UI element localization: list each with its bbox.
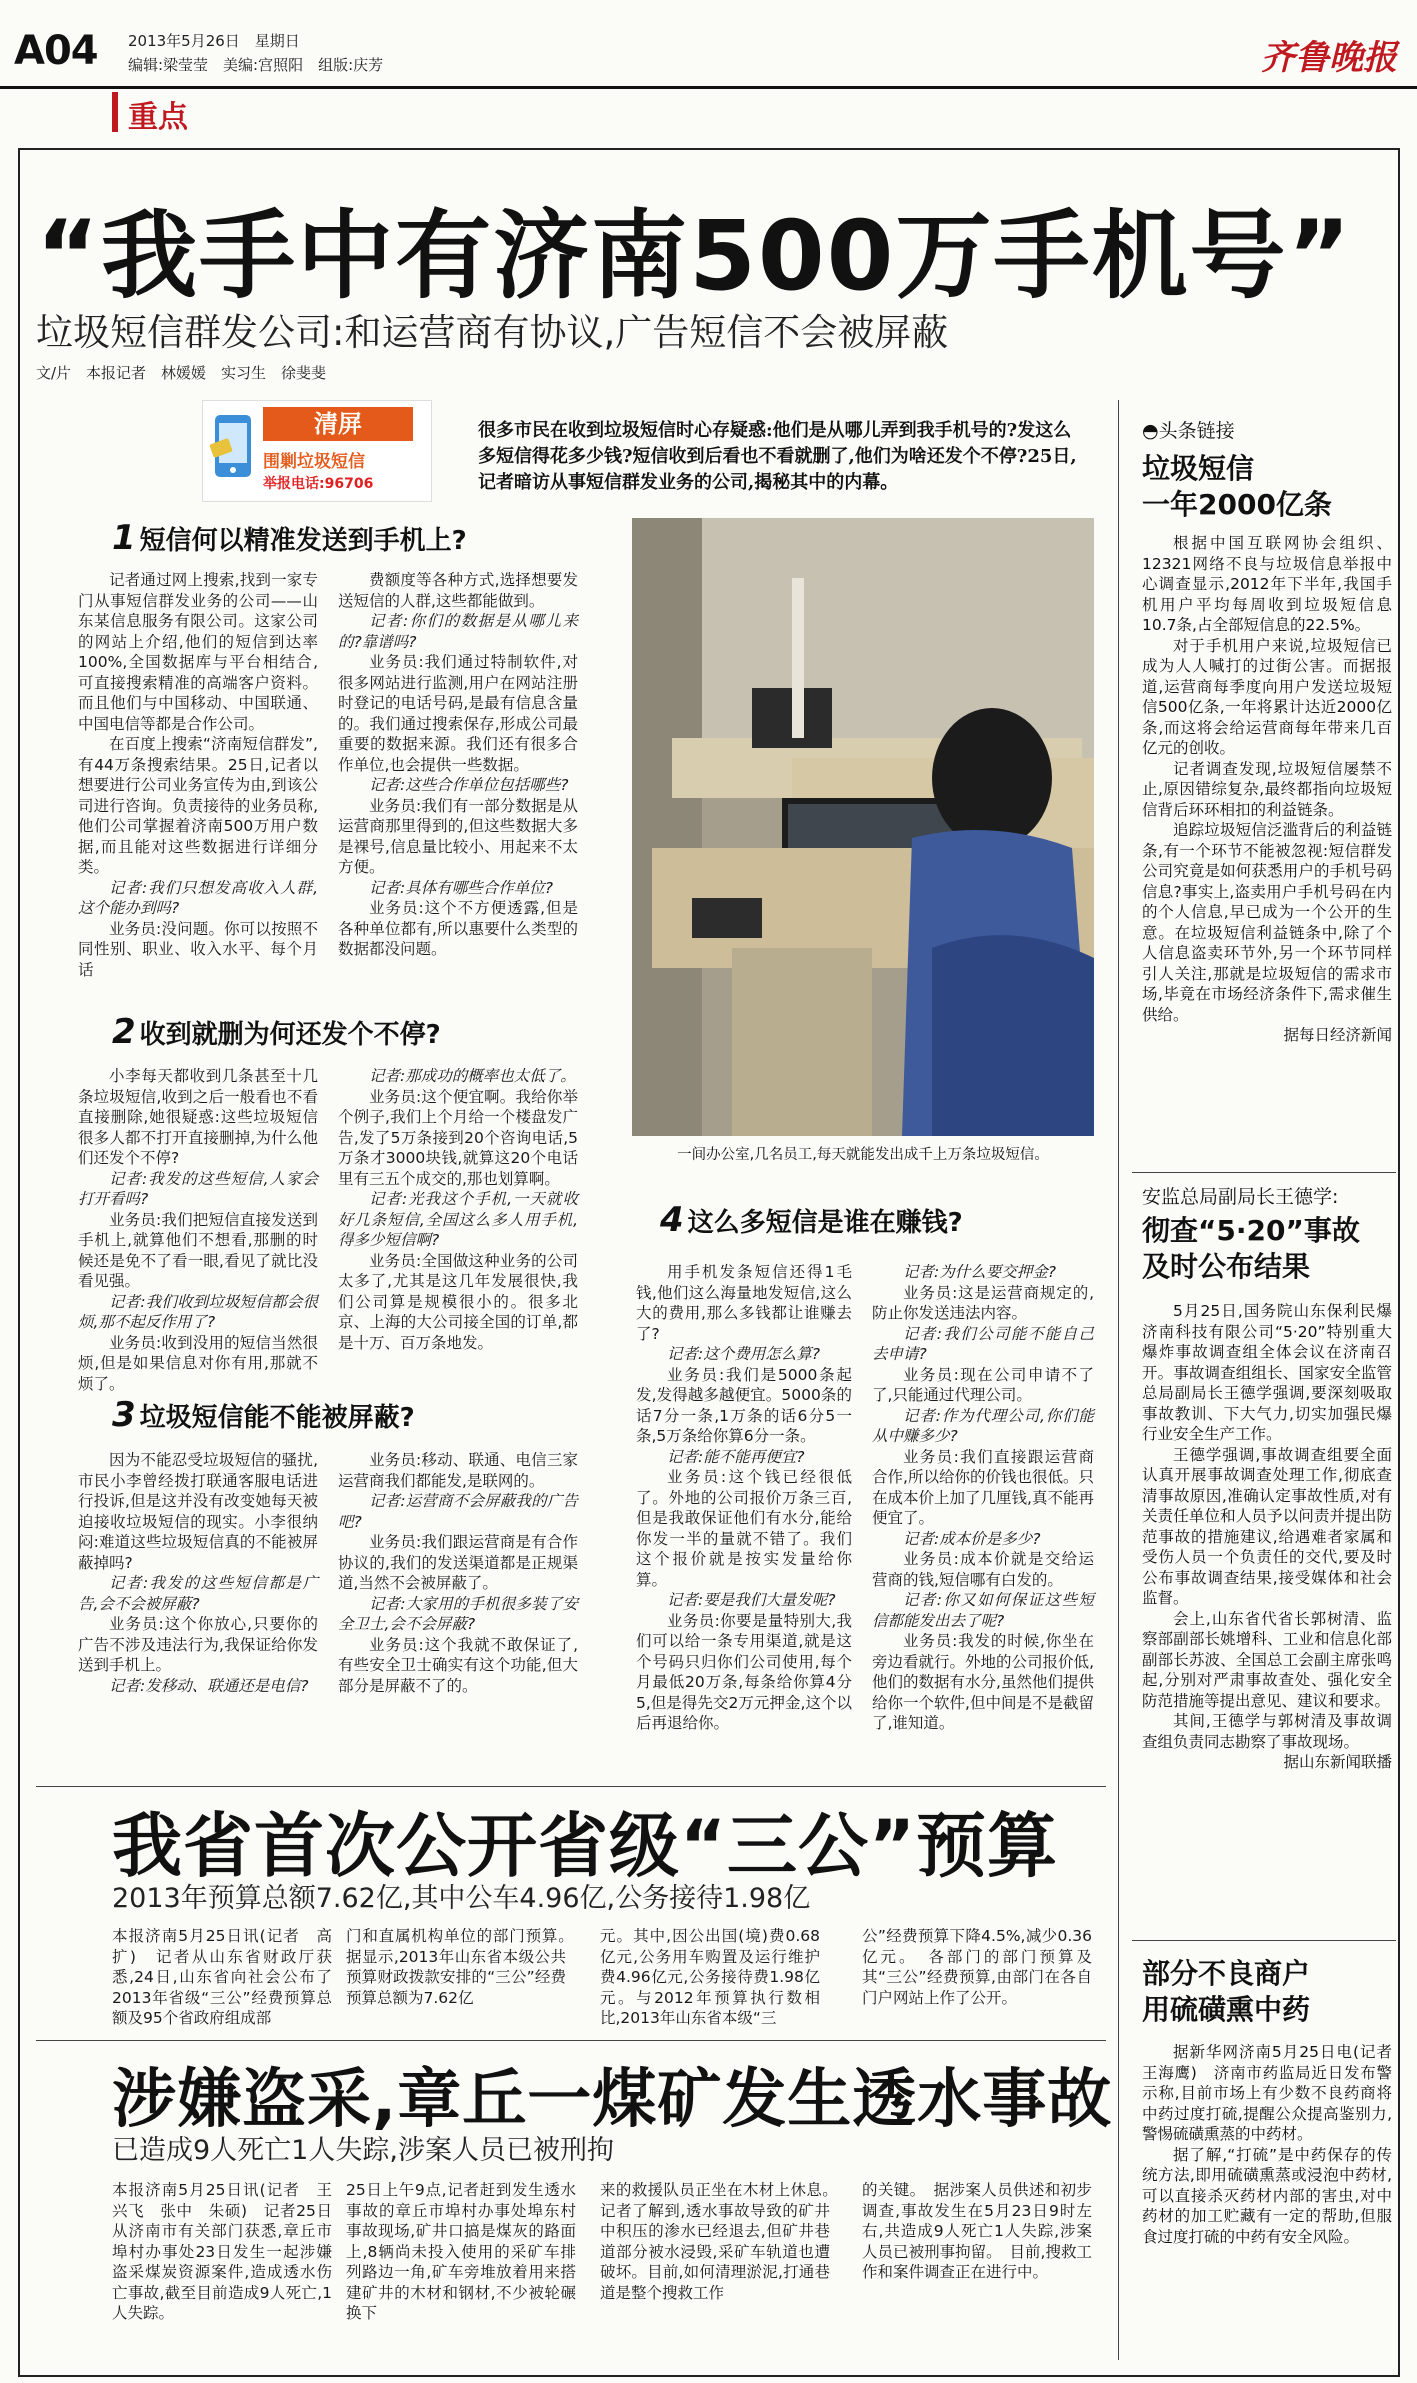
byline: 文/片 本报记者 林媛媛 实习生 徐斐斐 <box>36 364 327 382</box>
section-title: 重点 <box>128 100 188 135</box>
sidebar-1-label: ◓头条链接 <box>1142 420 1235 442</box>
badge-subtitle: 围剿垃圾短信 <box>263 452 365 472</box>
story-3-col-4: 的关键。 据涉案人员供述和初步调查,事故发生在5月23日9时左右,共造成9人死亡1人失踪,涉案人员已被刑事拘留。 目前,搜救工作和案件调查正在进行中。 <box>862 2181 1092 2281</box>
story-2-col-2: 门和直属机构单位的部门预算。 据显示,2013年山东省本级公共预算财政拨款安排的“三公”经费预算总额为7.62亿 <box>346 1927 582 2007</box>
sidebar-related <box>1142 416 1392 1046</box>
sidebar-rule <box>1132 1172 1396 1173</box>
section-heading-1: 1 短信何以精准发送到手机上? <box>112 518 467 558</box>
story-3-col-3: 来的救援队员正坐在木材上休息。 记者了解到,透水事故导致的矿井中积压的渗水已经退去,但矿井巷道部分被水浸毁,采矿车轨道也遭破坏。目前,如何清理淤泥,打通巷道是整个搜救工作 <box>600 2181 846 2302</box>
paper-logo: 齐鲁晚报 <box>1261 38 1397 78</box>
sidebar-3-body: 据新华网济南5月25日电(记者 王海鹰) 济南市药监局近日发布警示称,目前市场上有少数不良药商将中药过度打硫,提醒公众提高鉴别力,警惕硫磺熏蒸的中药材。 据了解,“打硫”是中药保存的传统方法,即用硫磺熏蒸或浸泡中药材,可以直接杀灭药材内部的害虫,对中药材的加工贮藏有一定的帮助,但服食过度打硫的中药有安全风险。 <box>1142 2043 1408 2246</box>
section-1-col-1: 记者通过网上搜索,找到一家专门从事短信群发业务的公司——山东某信息服务有限公司。这家公司的网站上介绍,他们的短信到达率100%,全国数据库与平台相结合,可直接搜索精准的高端客户资料。而且他们与中国移动、中国联通、中国电信等都是合作公司。 在百度上搜索“济南短信群发”,有44万条搜索结果。25日,记者以想要进行公司业务宣传为由,到该公司进行咨询。负责接待的业务员称,他们公司掌握着济南500万用户数据,而且能对这些数据进行详细分类。 记者:我们只想发高收入人群,这个能办到吗? 业务员:没问题。你可以按照不同性别、职业、收入水平、每个月话 <box>78 571 318 979</box>
story-3-subheadline: 已造成9人死亡1人失踪,涉案人员已被刑拘 <box>112 2135 614 2166</box>
section-2-col-1: 小李每天都收到几条甚至十几条垃圾短信,收到之后一般看也不看直接删除,她很疑惑:这些垃圾短信很多人都不打开直接删掉,为什么他们还发个不停? 记者:我发的这些短信,人家会打开看吗? 业务员:我们把短信直接发送到手机上,就算他们不想看,那删的时候还是免不了看一眼,看见了就比没看见强。 记者:我们收到垃圾短信都会很烦,那不起反作用了? 业务员:收到没用的短信当然很烦,但是如果信息对你有用,那就不烦了。 <box>78 1067 318 1393</box>
sidebar-1-source: 据每日经济新闻 <box>1283 1026 1392 1044</box>
sidebar-medicine <box>1142 1956 1408 2247</box>
main-subheadline: 垃圾短信群发公司:和运营商有协议,广告短信不会被屏蔽 <box>36 311 949 354</box>
sidebar-rule-2 <box>1132 1940 1396 1941</box>
story-2-col-1: 本报济南5月25日讯(记者 高扩) 记者从山东省财政厅获悉,24日,山东省向社会公布了2013年省级“三公”经费预算总额及95个省政府组成部 <box>112 1927 332 2027</box>
date-line: 2013年5月26日 星期日 <box>128 32 300 50</box>
badge-tel: 举报电话:96706 <box>263 476 374 492</box>
office-photo-illustration <box>632 518 1094 1136</box>
sidebar-3-title: 部分不良商户 用硫磺熏中药 <box>1142 1957 1311 2026</box>
story-2-subheadline: 2013年预算总额7.62亿,其中公车4.96亿,公务接待1.98亿 <box>112 1883 811 1914</box>
page-number: A04 <box>14 28 98 74</box>
story-3-col-2: 25日上午9点,记者赶到发生透水事故的章丘市埠村办事处埠东村事故现场,矿井口搞是煤灰的路面上,8辆尚未投入使用的采矿车排列路边一角,矿车旁堆放着用来搭建矿井的木材和钢材,不少被轮碾换下 <box>346 2181 576 2322</box>
photo-caption: 一间办公室,几名员工,每天就能发出成千上万条垃圾短信。 <box>677 1147 1049 1163</box>
editors-line: 编辑:梁莹莹 美编:宫照阳 组版:庆芳 <box>128 56 384 74</box>
sidebar-1-body: 根据中国互联网协会组织、12321网络不良与垃圾信息举报中心调查显示,2012年下半年,我国手机用户平均每周收到垃圾短信息10.7条,占全部短信息的22.5%。 对于手机用户来说,垃圾短信已成为人人喊打的过街公害。而据报道,运营商每季度向用户发送垃圾短信500亿条,一年将累计达近2000亿条,而这将会给运营商每年带来几百亿元的创收。 记者调查发现,垃圾短信屡禁不止,原因错综复杂,最终都指向垃圾短信背后环环相扣的利益链条。 追踪垃圾短信泛滥背后的利益链条,有一个环节不能被忽视:短信群发公司究竟是如何获悉用户的手机号码信息?事实上,盗卖用户手机号码在内的个人信息,早已成为一个公开的生意。在垃圾短信利益链条中,除了个人信息盗卖环节外,另一个环节同样引人关注,那就是垃圾短信的需求市场,毕竟在市场经济条件下,需求催生供给。 据每日经济新闻 <box>1142 534 1392 1044</box>
sidebar-safety <box>1142 1182 1392 1773</box>
section-3-col-1: 因为不能忍受垃圾短信的骚扰,市民小李曾经拨打联通客服电话进行投诉,但是这并没有改变她每天被迫接收垃圾短信的现实。小李很纳闷:难道这些垃圾短信真的不能被屏蔽掉吗? 记者:我发的这些短信都是广告,会不会被屏蔽? 业务员:这个你放心,只要你的广告不涉及违法行为,我保证给你发送到手机上。 记者:发移动、联通还是电信? <box>78 1451 318 1695</box>
section-heading-3: 3 垃圾短信能不能被屏蔽? <box>112 1395 415 1435</box>
section-3-col-2: 业务员:移动、联通、电信三家运营商我们都能发,是联网的。 记者:运营商不会屏蔽我的广告吧? 业务员:我们跟运营商是有合作协议的,我们的发送渠道都是正规渠道,当然不会被屏蔽了。 记者:大家用的手机很多装了安全卫士,会不会屏蔽? 业务员:这个我就不敢保证了,有些安全卫士确实有这个功能,但大部分是屏蔽不了的。 <box>338 1451 578 1695</box>
section-1-col-2: 费额度等各种方式,选择想要发送短信的人群,这些都能做到。 记者:你们的数据是从哪儿来的?靠谱吗? 业务员:我们通过特制软件,对很多网站进行监测,用户在网站注册时登记的电话号码,是最有信息含量的。我们通过搜索保存,形成公司最重要的数据来源。我们还有很多合作单位,也会提供一些数据。 记者:这些合作单位包括哪些? 业务员:我们有一部分数据是从运营商那里得到的,但这些数据大多是裸号,信息量比较小、用起来不太方便。 记者:具体有哪些合作单位? 业务员:这个不方便透露,但是各种单位都有,所以惠要什么类型的数据都没问题。 <box>338 571 578 958</box>
section-2-col-2: 记者:那成功的概率也太低了。 业务员:这个便宜啊。我给你举个例子,我们上个月给一个楼盘发广告,发了5万条接到20个咨询电话,5万条才3000块钱,就算这20个电话里有三五个成交的,那也划算啊。 记者:光我这个手机,一天就收好几条短信,全国这么多人用手机,得多少短信啊? 业务员:全国做这种业务的公司太多了,尤其是这几年发展很快,我们公司算是规模很小的。很多北京、上海的大公司接全国的订单,都是十万、百万条地发。 <box>338 1067 578 1352</box>
story-2-rule <box>36 1786 1106 1787</box>
sidebar-2-body: 5月25日,国务院山东保利民爆济南科技有限公司“5·20”特别重大爆炸事故调查组全体会议在济南召开。事故调查组组长、国家安全监管总局副局长王德学强调,要深刻吸取事故教训、下大气力,切实加强民爆行业安全生产工作。 王德学强调,事故调查组要全面认真开展事故调查处理工作,彻底查清事故原因,准确认定事故性质,对有关责任单位和人员予以问责并提出防范事故的措施建议,给遇难者家属和受伤人员一个负责任的交代,要及时公布事故调查结果,接受媒体和社会监督。 会上,山东省代省长郭树清、监察部副部长姚增科、工业和信息化部副部长苏波、全国总工会副主席张鸣起,分别对严肃事故查处、强化安全防范措施等提出意见、建议和要求。 其间,王德学与郭树清及事故调查组负责同志勘察了事故现场。 据山东新闻联播 <box>1142 1302 1392 1771</box>
main-headline: “我手中有济南500万手机号” <box>36 200 1353 312</box>
sidebar-2-title: 彻查“5·20”事故 及时公布结果 <box>1142 1214 1360 1283</box>
section-heading-4: 4 这么多短信是谁在赚钱? <box>660 1200 963 1240</box>
sidebar-1-title: 垃圾短信 一年2000亿条 <box>1142 452 1332 521</box>
section-4-col-1: 用手机发条短信还得1毛钱,他们这么海量地发短信,这么大的费用,那么多钱都让谁赚去了? 记者:这个费用怎么算? 业务员:我们是5000条起发,发得越多越便宜。5000条的话7分一条,1万条的话6分5一条,5万条给你算6分一条。 记者:能不能再便宜? 业务员:这个钱已经很低了。外地的公司报价万条三百,但是我敢保证他们有水分,能给你发一半的量就不错了。我们这个报价就是按实发量给你算。 记者:要是我们大量发呢? 业务员:你要是量特别大,我们可以给一条专用渠道,就是这个号码只归你们公司使用,每个月最低20万条,每条给你算4分5,但是得先交2万元押金,这个以后再退给你。 <box>636 1263 852 1732</box>
story-3-rule <box>36 2040 1106 2041</box>
phone-icon <box>209 411 257 481</box>
office-photo <box>632 518 1094 1136</box>
section-marker <box>112 92 118 132</box>
story-2-col-4: 公”经费预算下降4.5%,减少0.36亿元。 各部门的部门预算及其“三公”经费预算,由部门在各自门户网站上作了公开。 <box>862 1927 1092 2007</box>
section-4-col-2: 记者:为什么要交押金? 业务员:这是运营商规定的,防止你发送违法内容。 记者:我们公司能不能自己去申请? 业务员:现在公司申请不了了,只能通过代理公司。 记者:作为代理公司,你们能从中赚多少? 业务员:我们直接跟运营商合作,所以给你的价钱也很低。只在成本价上加了几厘钱,真不能再便宜了。 记者:成本价是多少? 业务员:成本价就是交给运营商的钱,短信哪有白发的。 记者:你又如何保证这些短信都能发出去了呢? 业务员:我发的时候,你坐在旁边看就行。外地的公司报价低,他们的数据有水分,虽然他们提供给你一个软件,但中间是不是截留了,谁知道。 <box>872 1263 1094 1732</box>
story-3-col-1: 本报济南5月25日讯(记者 王兴飞 张中 朱硕) 记者25日从济南市有关部门获悉,章丘市埠村办事处23日发生一起涉嫌盗采煤炭资源案件,造成透水伤亡事故,截至目前造成9人死亡,1人失踪。 <box>112 2181 332 2322</box>
story-3-headline: 涉嫌盗采,章丘一煤矿发生透水事故 <box>112 2063 1113 2137</box>
sidebar-divider <box>1118 400 1119 2360</box>
section-heading-2: 2 收到就删为何还发个不停? <box>112 1012 441 1052</box>
sidebar-2-source: 据山东新闻联播 <box>1283 1753 1392 1771</box>
masthead-rule <box>0 86 1417 89</box>
column-badge <box>202 400 432 502</box>
badge-title: 清屏 <box>263 407 413 441</box>
story-2-col-3: 元。其中,因公出国(境)费0.68亿元,公务用车购置及运行维护费4.96亿元,公务接待费1.98亿元。与2012年预算执行数相比,2013年山东省本级“三 <box>600 1927 820 2027</box>
sidebar-2-label: 安监总局副局长王德学: <box>1142 1186 1339 1208</box>
lead-paragraph: 很多市民在收到垃圾短信时心存疑惑:他们是从哪儿弄到我手机号的?发这么多短信得花多少钱?短信收到后看也不看就删了,他们为啥还发个不停?25日,记者暗访从事短信群发业务的公司,揭秘其中的内幕。 <box>478 420 1077 493</box>
story-2-headline: 我省首次公开省级“三公”预算 <box>112 1805 1059 1887</box>
